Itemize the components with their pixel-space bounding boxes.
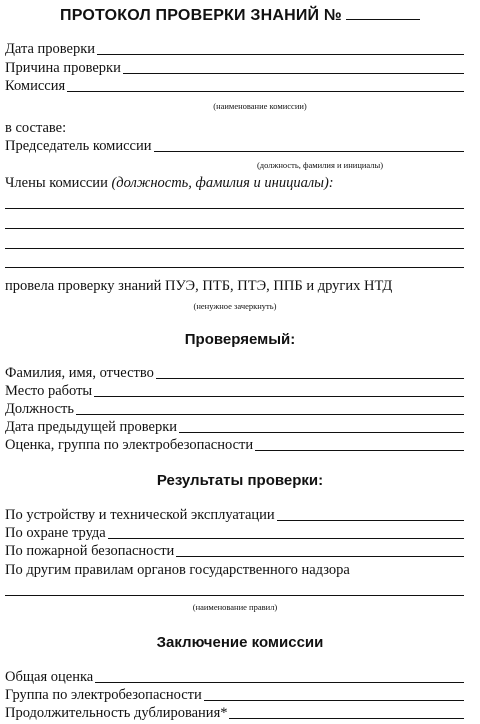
field-electro-group-line[interactable]: [204, 700, 464, 701]
field-chairman-line[interactable]: [154, 151, 465, 152]
field-fire-safety-line[interactable]: [176, 556, 464, 557]
other-rules-text: По другим правилам органов государственного надзора: [5, 562, 350, 578]
field-labor-safety-label: По охране труда: [5, 525, 106, 541]
field-electro-group-label: Группа по электробезопасности: [5, 687, 202, 703]
in-composition-text: в составе:: [5, 120, 67, 136]
field-date-label: Дата проверки: [5, 41, 96, 57]
field-duplication-duration-line[interactable]: [229, 718, 464, 719]
field-full-name-label: Фамилия, имя, отчество: [5, 365, 154, 381]
field-fire-safety-label: По пожарной безопасности: [5, 543, 175, 559]
field-prev-check-date-label: Дата предыдущей проверки: [5, 419, 178, 435]
other-rules-line[interactable]: [5, 595, 464, 596]
field-reason-label: Причина проверки: [5, 60, 121, 76]
section-conclusion-heading: Заключение комиссии: [156, 634, 324, 651]
protocol-number-blank[interactable]: [346, 7, 420, 20]
field-full-name: [5, 365, 464, 382]
field-duplication-duration-label: Продолжительность дублирования*: [5, 705, 228, 721]
field-prev-check-date: [5, 419, 464, 436]
members-line-3[interactable]: [5, 248, 464, 249]
members-text: [5, 175, 464, 192]
section-examinee-heading: Проверяемый:: [184, 331, 296, 348]
document-title-text: ПРОТОКОЛ ПРОВЕРКИ ЗНАНИЙ №: [60, 7, 342, 24]
field-duplication-duration: [5, 705, 464, 722]
members-line-4[interactable]: [5, 267, 464, 268]
members-label: Члены комиссии: [5, 175, 108, 191]
members-line-1[interactable]: [5, 208, 464, 209]
field-fire-safety: [5, 543, 464, 560]
note-rules-name: (наименование правил): [192, 602, 278, 612]
field-grade-group-label: Оценка, группа по электробезопасности: [5, 437, 254, 453]
field-workplace: [5, 383, 464, 400]
note-strike: (ненужное зачеркнуть): [193, 301, 277, 311]
note-commission-name: (наименование комиссии): [213, 101, 307, 111]
field-position-label: Должность: [5, 401, 74, 417]
field-commission: [5, 78, 464, 95]
field-electro-group: [5, 687, 464, 704]
field-overall-grade-line[interactable]: [95, 682, 464, 683]
field-date-line[interactable]: [97, 54, 464, 55]
conducted-check-text: провела проверку знаний ПУЭ, ПТБ, ПТЭ, ППБ и других НТД: [5, 278, 393, 294]
field-commission-line[interactable]: [67, 91, 464, 92]
field-position-line[interactable]: [76, 414, 464, 415]
field-grade-group-line[interactable]: [255, 450, 464, 451]
field-chairman-label: Председатель комиссии: [5, 138, 152, 154]
field-workplace-label: Место работы: [5, 383, 93, 399]
field-reason-line[interactable]: [123, 73, 464, 74]
field-overall-grade: [5, 669, 464, 686]
field-workplace-line[interactable]: [94, 396, 464, 397]
field-labor-safety-line[interactable]: [108, 538, 464, 539]
section-results-heading: Результаты проверки:: [156, 472, 324, 489]
field-position: [5, 401, 464, 418]
field-full-name-line[interactable]: [156, 378, 464, 379]
note-chairman: (должность, фамилия и инициалы): [256, 160, 384, 170]
field-commission-label: Комиссия: [5, 78, 66, 94]
field-reason: [5, 60, 464, 77]
field-overall-grade-label: Общая оценка: [5, 669, 94, 685]
members-line-2[interactable]: [5, 228, 464, 229]
document-title: [0, 7, 480, 25]
field-device-operation-line[interactable]: [277, 520, 464, 521]
field-date: [5, 41, 464, 58]
field-device-operation-label: По устройству и технической эксплуатации: [5, 507, 275, 523]
field-grade-group: [5, 437, 464, 454]
field-chairman: [5, 138, 464, 155]
field-device-operation: [5, 507, 464, 524]
members-hint: (должность, фамилия и инициалы):: [111, 175, 334, 191]
field-prev-check-date-line[interactable]: [179, 432, 464, 433]
field-labor-safety: [5, 525, 464, 542]
